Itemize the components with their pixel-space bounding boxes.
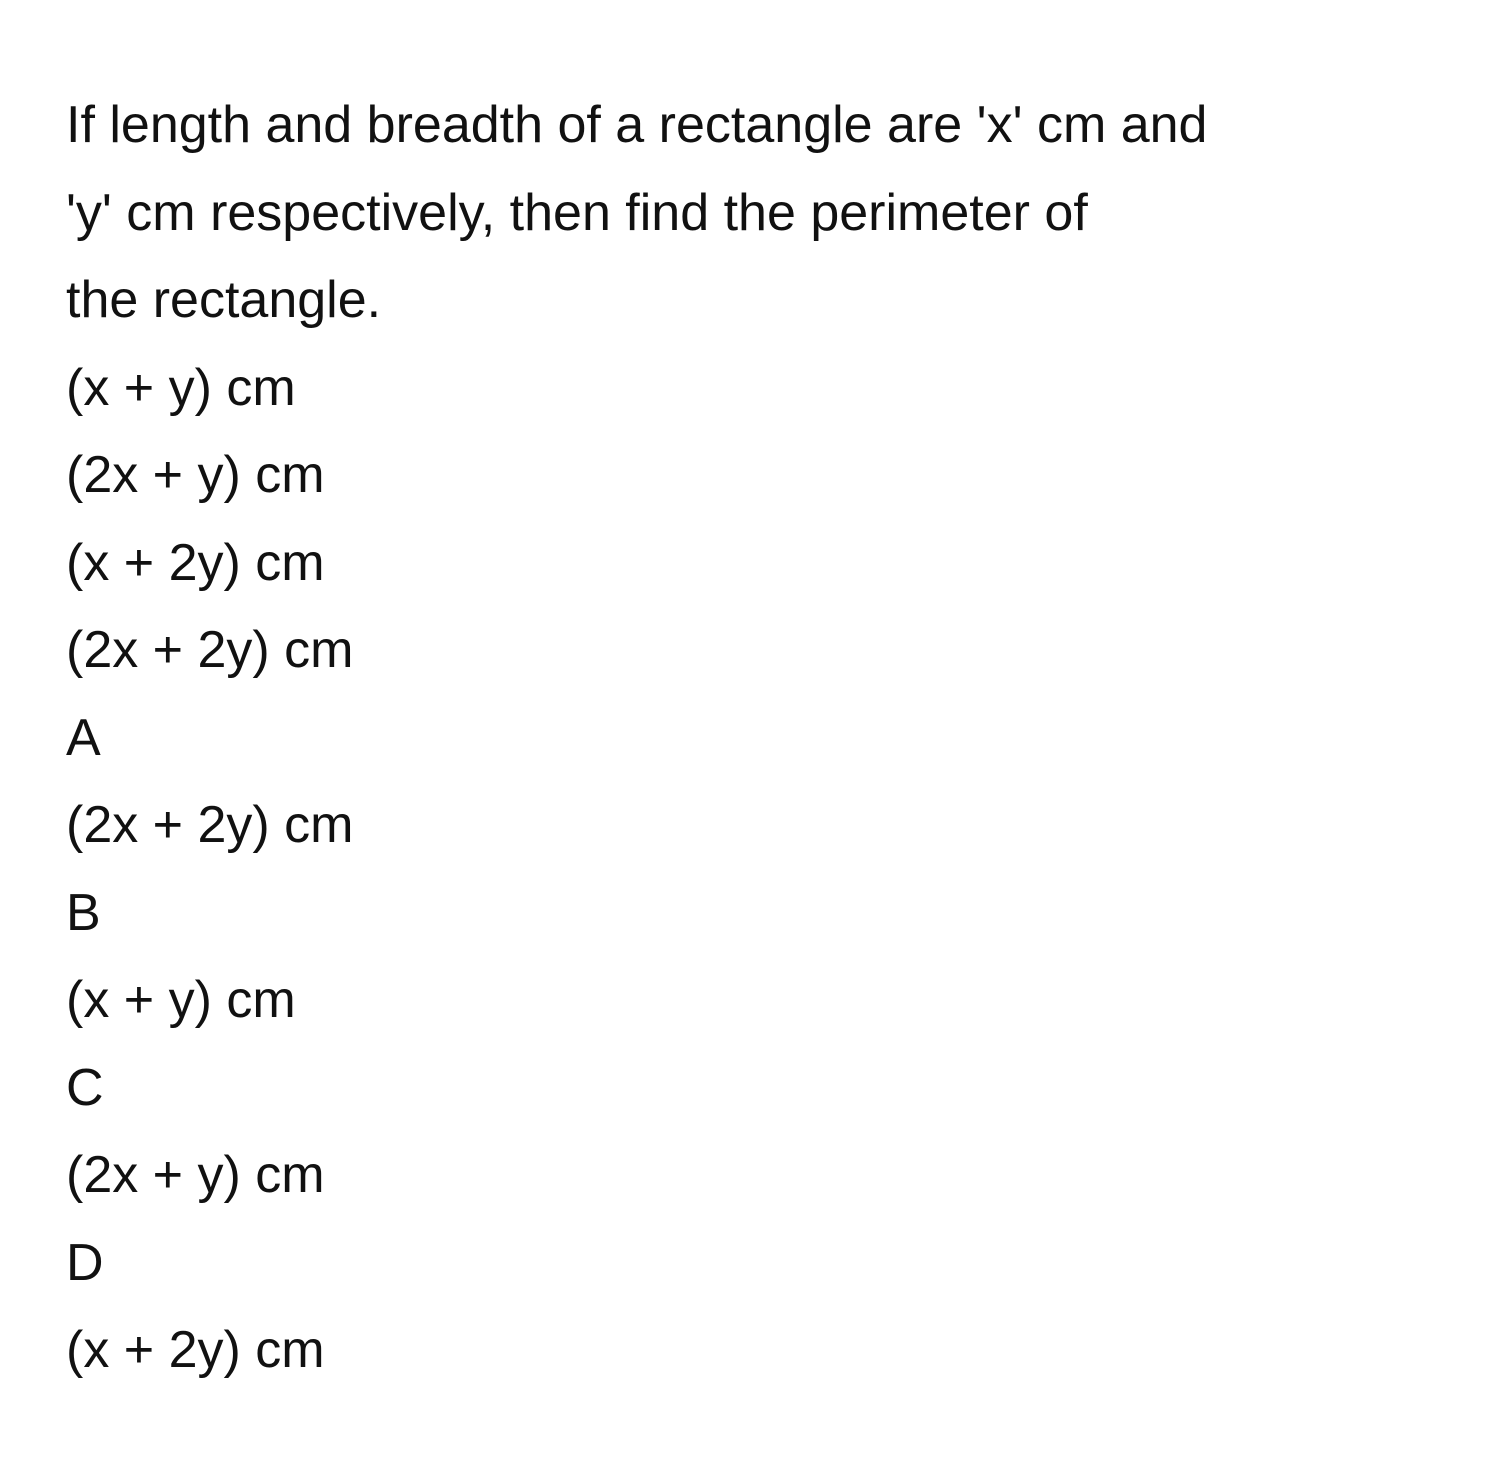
question-document — [66, 82, 1426, 1395]
option-preview-1: (x + y) cm — [66, 358, 296, 417]
option-preview-3: (x + 2y) cm — [66, 533, 325, 592]
option-preview-4: (2x + 2y) cm — [66, 621, 354, 679]
choice-text-b[interactable]: (x + y) cm — [66, 971, 296, 1029]
question-text-line-3: the rectangle. — [66, 271, 382, 329]
choice-letter-c: C — [66, 1058, 104, 1117]
choice-text-d[interactable]: (x + 2y) cm — [66, 1321, 325, 1379]
choice-text-c[interactable]: (2x + y) cm — [66, 1146, 325, 1204]
option-preview-2: (2x + y) cm — [66, 446, 325, 504]
question-text-line-1: If length and breadth of a rectangle are 'x' cm and — [66, 96, 1208, 154]
choice-letter-d: D — [66, 1233, 104, 1292]
choice-letter-a: A — [66, 708, 101, 767]
choice-text-a[interactable]: (2x + 2y) cm — [66, 796, 354, 854]
question-text-line-2: 'y' cm respectively, then find the perimeter of — [66, 183, 1088, 242]
choice-letter-b: B — [66, 883, 101, 942]
